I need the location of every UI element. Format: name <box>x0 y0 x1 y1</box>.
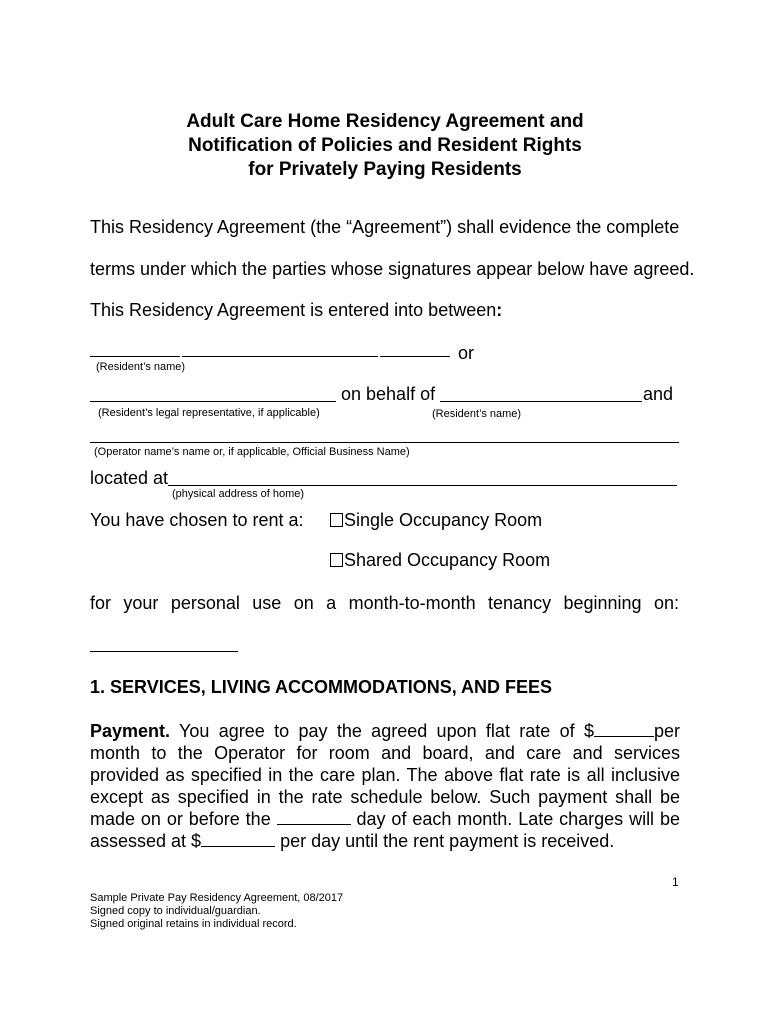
payment-text-2: per month to the Operator for room and board, and care and services provided as specified in the care plan. The above flat rate is all inclusive except as specified in the rate schedule below. Such payment shall be made on or before the <box>90 721 680 829</box>
shared-occupancy-checkbox[interactable] <box>330 553 343 567</box>
tenancy-start-date-line <box>90 651 238 652</box>
and-word: and <box>643 384 674 404</box>
shared-occupancy-option[interactable] <box>330 549 550 571</box>
operator-name-line <box>90 442 679 443</box>
rent-label: You have chosen to rent a: <box>90 510 304 530</box>
footer-line-2: Signed copy to individual/guardian. <box>90 905 261 917</box>
section-1-heading: 1. SERVICES, LIVING ACCOMMODATIONS, AND FEES <box>90 677 553 697</box>
resident-name-caption: (Resident’s name) <box>96 361 186 373</box>
tenancy-line: for your personal use on a month-to-month tenancy beginning on: <box>90 593 679 613</box>
intro-line-3 <box>90 299 502 321</box>
payment-text-3: day of each month. Late charges will be assessed at $ <box>90 809 680 851</box>
on-behalf-of-text: on behalf of <box>341 384 436 404</box>
behalf-resident-caption: (Resident’s name) <box>432 408 522 420</box>
operator-caption: (Operator name’s name or, if applicable, Official Business Name) <box>94 446 410 458</box>
shared-occupancy-label: Shared Occupancy Room <box>344 550 551 570</box>
payment-text-4: per day until the rent payment is received. <box>275 831 615 851</box>
single-occupancy-label: Single Occupancy Room <box>344 510 543 530</box>
footer-line-1: Sample Private Pay Residency Agreement, 08/2017 <box>90 892 344 904</box>
resident-name-line-a <box>90 356 180 357</box>
located-at-label: located at <box>90 468 169 488</box>
footer-line-3: Signed original retains in individual record. <box>90 918 297 930</box>
payment-text-1: You agree to pay the agreed upon flat rate of $ <box>170 721 594 741</box>
document-title-line-3: for Privately Paying Residents <box>248 159 522 180</box>
monthly-rate-blank <box>594 736 654 737</box>
page-number: 1 <box>672 875 679 889</box>
document-title-line-2: Notification of Policies and Resident Rights <box>188 135 582 156</box>
document-title-line-1: Adult Care Home Residency Agreement and <box>186 111 584 132</box>
late-charge-blank <box>201 846 275 847</box>
resident-name-line-c <box>380 356 450 357</box>
behalf-resident-line <box>440 401 642 402</box>
address-line <box>168 485 677 486</box>
intro-line-2: terms under which the parties whose signatures appear below have agreed. <box>90 259 695 279</box>
address-caption: (physical address of home) <box>172 488 305 500</box>
intro-line-3-colon: : <box>496 300 503 320</box>
single-occupancy-option[interactable] <box>330 509 542 531</box>
intro-line-1: This Residency Agreement (the “Agreement”) shall evidence the complete <box>90 217 680 237</box>
resident-name-line-b <box>182 356 378 357</box>
or-word: or <box>458 343 475 363</box>
payment-label: Payment. <box>90 721 171 741</box>
intro-line-3-text: This Residency Agreement is entered into between <box>90 300 497 320</box>
single-occupancy-checkbox[interactable] <box>330 513 343 527</box>
legal-rep-caption: (Resident’s legal representative, if applicable) <box>98 407 320 419</box>
legal-rep-line <box>90 401 336 402</box>
payment-paragraph <box>90 720 680 852</box>
due-day-blank <box>277 824 351 825</box>
